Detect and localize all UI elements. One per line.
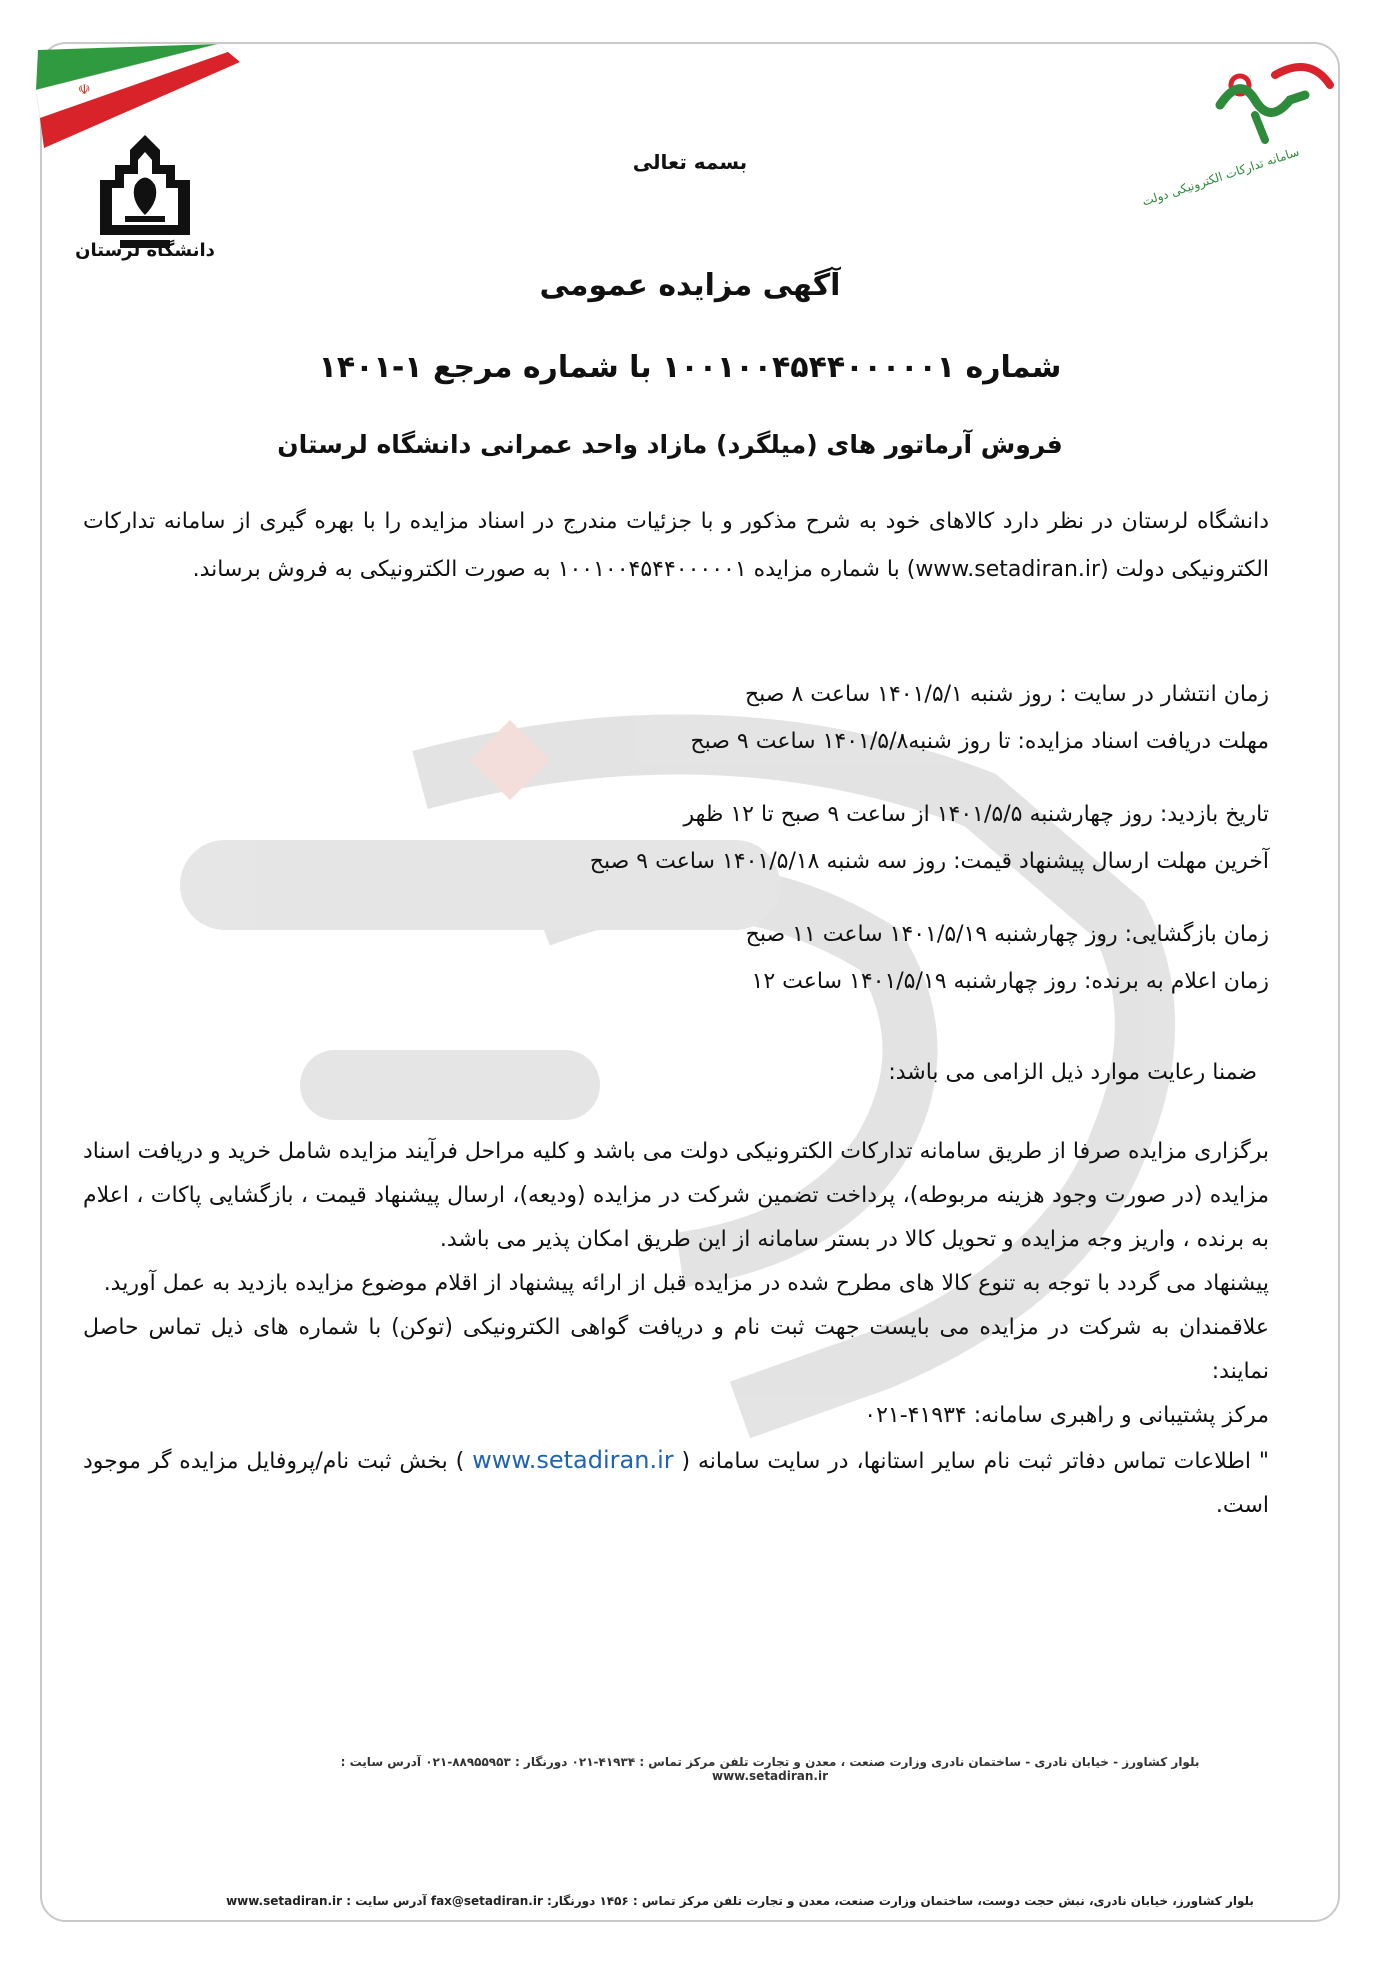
- auction-subtitle: فروش آرماتور های (میلگرد) مازاد واحد عمرانی دانشگاه لرستان: [277, 430, 1063, 459]
- schedule-winner: زمان اعلام به برنده: روز چهارشنبه ۱۴۰۱/۵/۱۹ ساعت ۱۲: [751, 969, 1269, 994]
- note-offices-text-after: ) بخش ثبت نام/پروفایل مزایده گر موجود است.: [83, 1449, 1269, 1518]
- intro-paragraph: دانشگاه لرستان در نظر دارد کالاهای خود به شرح مذکور و با جزئیات مندرج در اسناد مزایده را با بهره گیری از سامانه تدارکات الکترونیکی دولت (www.setadiran.ir) با شماره مزایده ۱۰۰۱۰۰۴۵۴۴۰۰۰۰۰۱ به صورت الکترونیکی به فروش برساند.: [83, 509, 1269, 582]
- note-offices-text-before: " اطلاعات تماس دفاتر ثبت نام سایر استانها، در سایت سامانه (: [681, 1449, 1269, 1474]
- setad-logo-text: سامانه تدارکات الکترونیکی دولت: [1140, 144, 1301, 209]
- footer-address: بلوار کشاورز، خیابان نادری، نبش حجت دوست، ساختمان وزارت صنعت، معدن و تجارت تلفن مرکز تماس : ۱۴۵۶ دورنگار: fax@setadiran.ir آدرس سایت : www.setadiran.ir: [226, 1894, 1254, 1908]
- note-support-center: مرکز پشتیبانی و راهبری سامانه: ۴۱۹۳۴-۰۲۱: [864, 1403, 1269, 1428]
- setad-website-link[interactable]: www.setadiran.ir: [472, 1446, 674, 1474]
- schedule-publish: زمان انتشار در سایت : روز شنبه ۱۴۰۱/۵/۱ ساعت ۸ صبح: [744, 682, 1269, 707]
- schedule-bid-deadline: آخرین مهلت ارسال پیشنهاد قیمت: روز سه شنبه ۱۴۰۱/۵/۱۸ ساعت ۹ صبح: [589, 849, 1269, 874]
- note-provincial-offices: [83, 1438, 1269, 1528]
- notes-intro: ضمنا رعایت موارد ذیل الزامی می باشد:: [888, 1060, 1257, 1085]
- footer-address-old: بلوار کشاورز - خیابان نادری - ساختمان نادری وزارت صنعت ، معدن و تجارت تلفن مرکز تماس : ۴۱۹۳۴-۰۲۱ دورنگار : ۸۸۹۵۵۹۵۳-۰۲۱ آدرس سایت : www.setadiran.ir: [340, 1755, 1200, 1783]
- university-name: دانشگاه لرستان: [75, 240, 215, 261]
- auction-number: شماره ۱۰۰۱۰۰۴۵۴۴۰۰۰۰۰۱ با شماره مرجع ۱-۱۴۰۱: [318, 350, 1062, 385]
- note-online-only: برگزاری مزایده صرفا از طریق سامانه تدارکات الکترونیکی دولت می باشد و کلیه مراحل فرآیند مزایده شامل خرید و دریافت اسناد مزایده (در صورت وجود هزینه مربوطه)، پرداخت تضمین شرکت در مزایده (ودیعه)، ارسال پیشنهاد قیمت ، بازگشایی پاکات ، اعلام به برنده ، واریز وجه مزایده و تحویل کالا در بستر سامانه از این طریق امکان پذیر می باشد.: [82, 1139, 1269, 1252]
- bismillah: بسمه تعالی: [632, 150, 748, 174]
- page-title: آگهی مزایده عمومی: [539, 268, 841, 303]
- setad-logo: [1140, 45, 1350, 215]
- svg-text:☫: ☫: [78, 82, 91, 98]
- schedule-visit: تاریخ بازدید: روز چهارشنبه ۱۴۰۱/۵/۵ از ساعت ۹ صبح تا ۱۲ ظهر: [683, 802, 1269, 827]
- notes-section: [83, 1130, 1269, 1528]
- note-visit-items: پیشنهاد می گردد با توجه به تنوع کالا های مطرح شده در مزایده قبل از ارائه پیشنهاد از اقلام موضوع مزایده بازدید به عمل آورید.: [103, 1271, 1269, 1296]
- note-registration: علاقمندان به شرکت در مزایده می بایست جهت ثبت نام و دریافت گواهی الکترونیکی (توکن) با شماره های ذیل تماس حاصل نمایند:: [83, 1315, 1269, 1384]
- schedule-docs-deadline: مهلت دریافت اسناد مزایده: تا روز شنبه۱۴۰۱/۵/۸ ساعت ۹ صبح: [690, 729, 1269, 754]
- schedule-opening: زمان بازگشایی: روز چهارشنبه ۱۴۰۱/۵/۱۹ ساعت ۱۱ صبح: [745, 922, 1269, 947]
